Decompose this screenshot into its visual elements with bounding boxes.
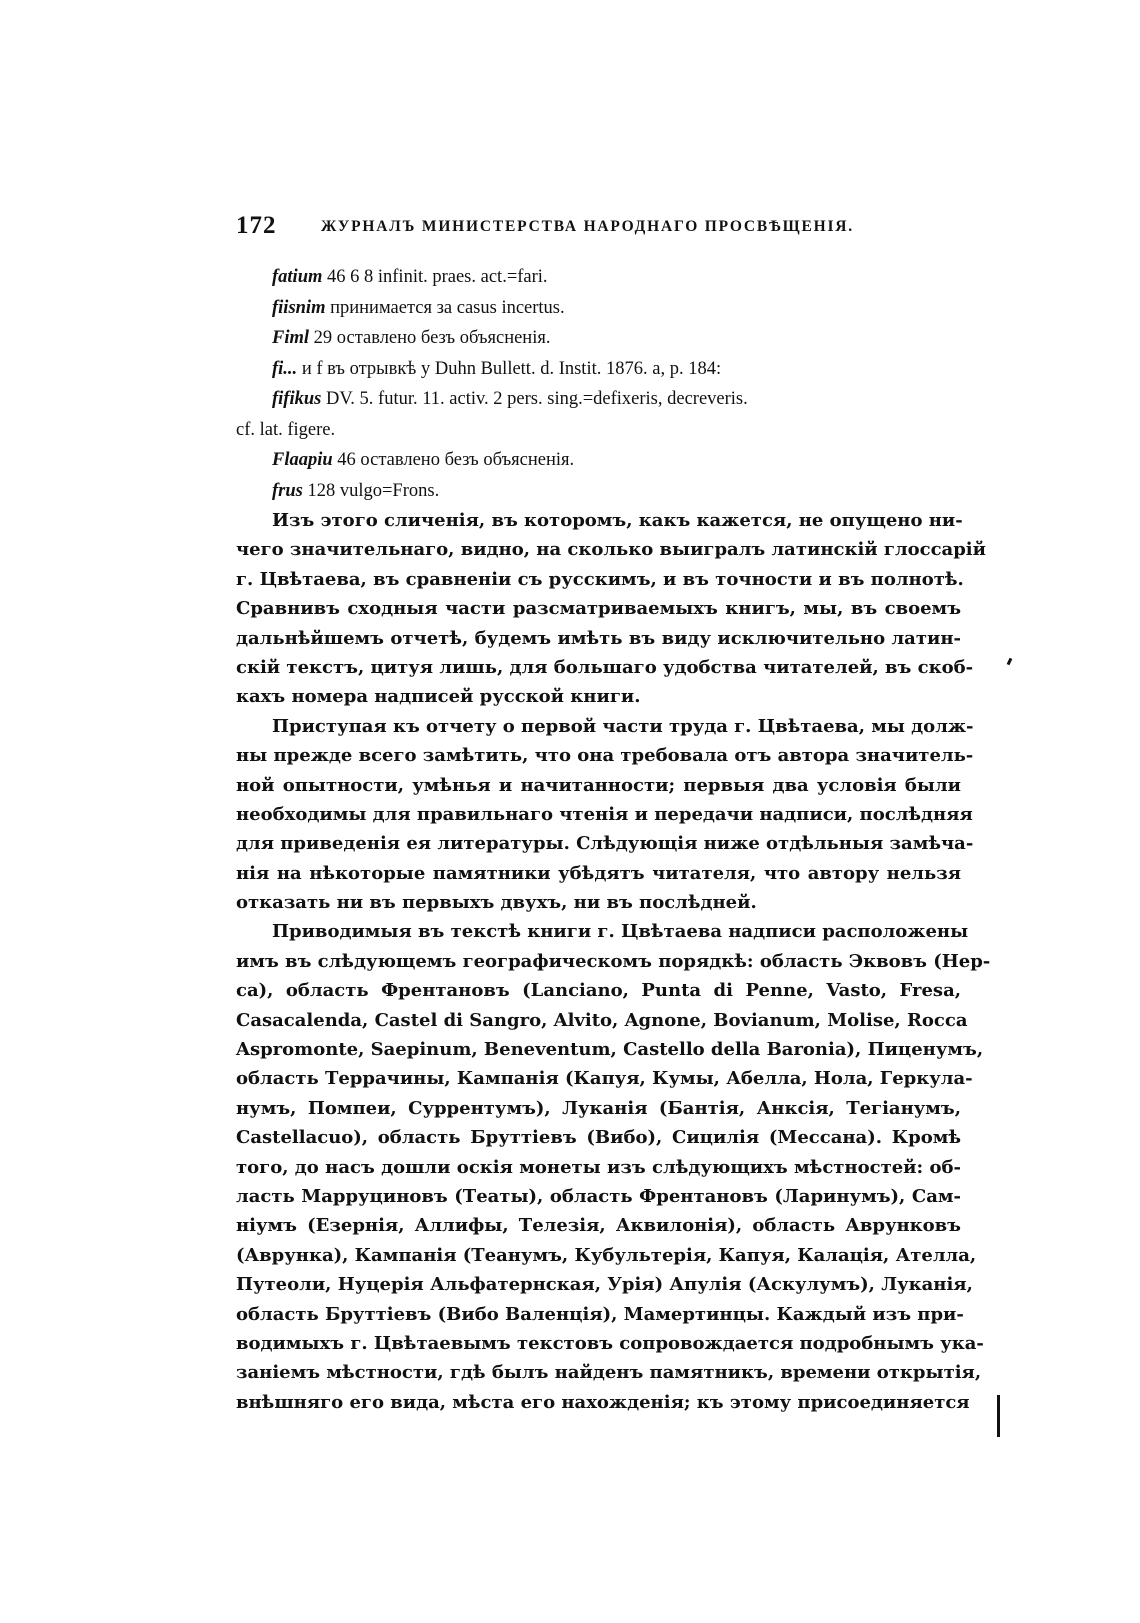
text-line: водимыхъ г. Цвѣтаевымъ текстовъ сопровождается подробнымъ ука- bbox=[236, 1332, 984, 1354]
glossary-entries bbox=[236, 262, 961, 506]
text-line: область Бруттіевъ (Вибо Валенція), Мамертинцы. Каждый изъ при- bbox=[236, 1303, 964, 1325]
text-line: Castellacuo), область Бруттіевъ (Вибо), Сицилія (Мессана). Кромѣ bbox=[236, 1127, 961, 1149]
running-title: ЖУРНАЛЪ МИНИСТЕРСТВА НАРОДНАГО ПРОСВѢЩЕНІЯ. bbox=[321, 218, 854, 235]
text-line: чего значительнаго, видно, на сколько выигралъ латинскій глоссарій bbox=[236, 539, 986, 561]
text-line: область Террачины, Кампанія (Капуя, Кумы, Абелла, Нола, Геркула- bbox=[236, 1068, 973, 1090]
glossary-entry: frus 128 vulgo=Frons. bbox=[272, 480, 440, 501]
text-line: ны прежде всего замѣтить, что она требовала отъ автора значитель- bbox=[236, 745, 974, 767]
text-line: (Аврунка), Кампанія (Теанумъ, Кубультерія, Капуя, Калація, Ателла, bbox=[236, 1244, 977, 1266]
paragraph-2 bbox=[236, 712, 974, 918]
glossary-entry: fiisnim принимается за casus incertus. bbox=[272, 297, 565, 318]
page-number: 172 bbox=[236, 212, 277, 239]
text-line: Сравнивъ сходныя части разсматриваемыхъ книгъ, мы, въ своемъ bbox=[236, 598, 961, 620]
glossary-entry: fatium 46 6 8 infinit. praes. act.=fari. bbox=[272, 267, 548, 287]
text-line: нія на нѣкоторые памятники убѣдятъ читателя, что автору нельзя bbox=[236, 862, 961, 884]
glossary-entry: fi... и f въ отрывкѣ у Duhn Bullett. d. Instit. 1876. a, p. 184: bbox=[272, 358, 722, 379]
text-line: Путеоли, Нуцерія Альфатернская, Урія) Апулія (Аскулумъ), Луканія, bbox=[236, 1274, 973, 1296]
text-line: необходимы для правильнаго чтенія и передачи надписи, послѣдняя bbox=[236, 803, 973, 825]
text-line: Casacalenda, Castel di Sangro, Alvito, Agnone, Bovianum, Molise, Rocca bbox=[236, 1009, 968, 1031]
page-body bbox=[236, 262, 991, 1417]
text-line: Aspromonte, Saepinum, Beneventum, Castello della Baronia), Пиценумъ, bbox=[236, 1039, 984, 1061]
text-line: скій текстъ, цитуя лишь, для большаго удобства читателей, въ скоб- bbox=[236, 656, 974, 678]
text-line: кахъ номера надписей русской книги. bbox=[236, 686, 641, 708]
text-line: внѣшняго его вида, мѣста его нахожденія; къ этому присоединяется bbox=[236, 1391, 970, 1413]
glossary-entry: Fiml 29 оставлено безъ объясненія. bbox=[272, 328, 551, 348]
text-line: Приступая къ отчету о первой части труда г. Цвѣтаева, мы долж- bbox=[272, 715, 974, 737]
scan-speck bbox=[1007, 658, 1013, 666]
text-line: для приведенія ея литературы. Слѣдующія ниже отдѣльныя замѣча- bbox=[236, 833, 974, 855]
text-line: ласть Марруциновъ (Театы), область Френтановъ (Ларинумъ), Сам- bbox=[236, 1185, 961, 1207]
text-line: того, до насъ дошли оскія монеты изъ слѣдующихъ мѣстностей: об- bbox=[236, 1156, 961, 1178]
glossary-entry-continuation: cf. lat. figere. bbox=[236, 419, 336, 440]
text-line: нумъ, Помпеи, Суррентумъ), Луканія (Бантія, Анксія, Тегіанумъ, bbox=[236, 1097, 961, 1119]
text-line: имъ въ слѣдующемъ географическомъ порядкѣ: область Эквовъ (Нер- bbox=[236, 950, 991, 972]
text-line: Изъ этого сличенія, въ которомъ, какъ кажется, не опущено ни- bbox=[272, 510, 963, 531]
text-line: са), область Френтановъ (Lanciano, Punta di Penne, Vasto, Fresa, bbox=[236, 980, 961, 1002]
glossary-entry: fifikus DV. 5. futur. 11. activ. 2 pers. sing.=defixeris, decreveris. bbox=[272, 389, 748, 409]
paragraph-3 bbox=[236, 917, 991, 1417]
page-header bbox=[236, 212, 966, 252]
text-line: Приводимыя въ текстѣ книги г. Цвѣтаева надписи расположены bbox=[272, 921, 969, 943]
paragraph-1 bbox=[236, 506, 986, 712]
text-line: ной опытности, умѣнья и начитанности; первыя два условія были bbox=[236, 774, 961, 796]
text-line: заніемъ мѣстности, гдѣ былъ найденъ памятникъ, времени открытія, bbox=[236, 1362, 982, 1384]
text-line: ніумъ (Езернія, Аллифы, Телезія, Аквилонія), область Аврунковъ bbox=[236, 1215, 961, 1237]
text-line: г. Цвѣтаева, въ сравненіи съ русскимъ, и въ точности и въ полнотѣ. bbox=[236, 568, 964, 590]
scan-margin-mark bbox=[997, 1395, 1000, 1437]
text-line: дальнѣйшемъ отчетѣ, будемъ имѣть въ виду исключительно латин- bbox=[236, 627, 961, 649]
glossary-entry: Flaapiu 46 оставлено безъ объясненія. bbox=[272, 450, 575, 470]
text-line: отказать ни въ первыхъ двухъ, ни въ послѣдней. bbox=[236, 892, 757, 914]
